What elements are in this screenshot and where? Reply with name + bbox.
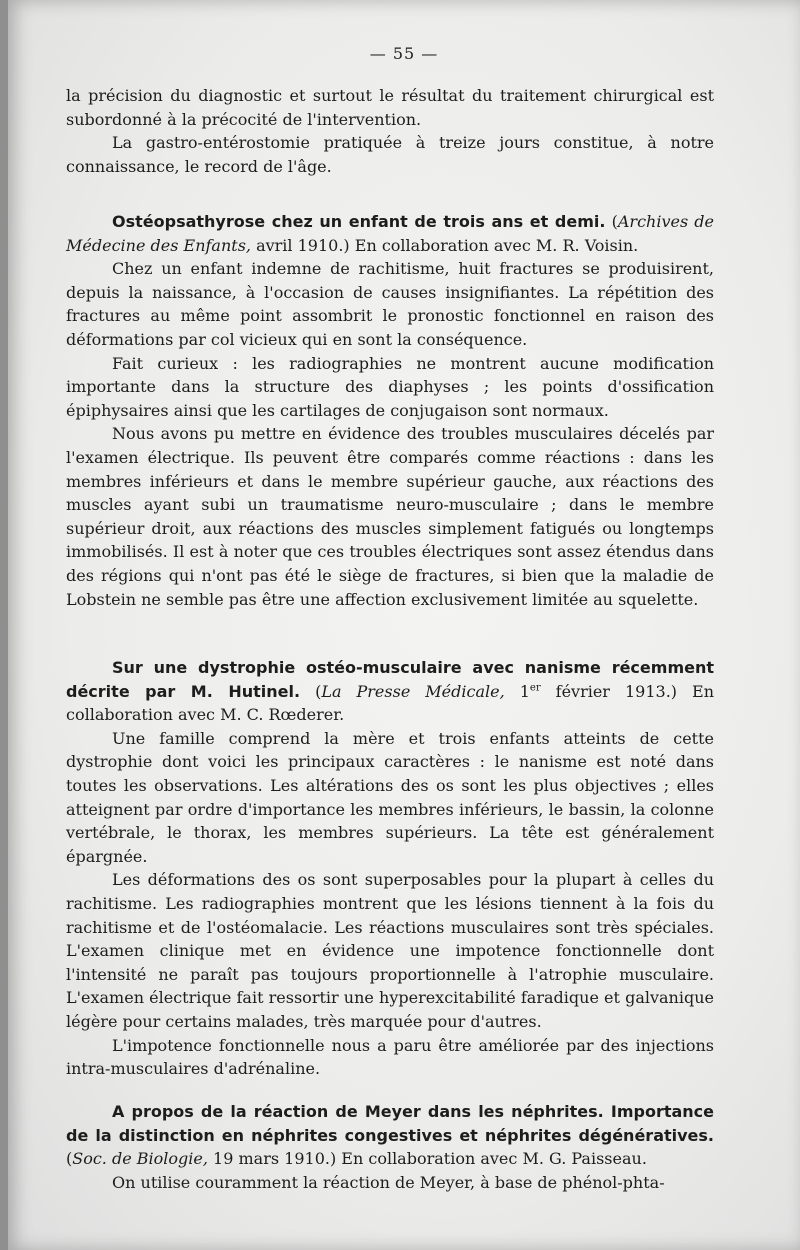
- journal-source: Soc. de Biologie,: [72, 1149, 208, 1169]
- body-paragraph: Nous avons pu mettre en évidence des troubles musculaires décelés par l'examen électrique. Ils peuvent être comparés comme réactions : dans les membres inférieurs et dans le membre supérieur gauche, aux réactions des muscles ayant subi un traumatisme neuro-musculaire ; dans le membre supérieur droit, aux réactions des muscles simplement fatigués ou longtemps immobilisés. Il est à noter que ces troubles électriques sont assez étendus dans des régions qui n'ont pas été le siège de fractures, si bien que la maladie de Lobstein ne semble pas être une affection exclusivement limitée au squelette.: [66, 424, 714, 609]
- body-paragraph: Fait curieux : les radiographies ne montrent aucune modification importante dans la structure des diaphyses ; les points d'ossification épiphysaires ainsi que les cartilages de conjugaison sont normaux.: [66, 353, 714, 420]
- section-heading: Sur une dystrophie ostéo-musculaire avec nanisme récemment décrite par M. Hutinel. (La Presse Médicale, 1er février 1913.) En collaboration avec M. C. Rœderer.: [66, 658, 715, 725]
- section-heading: A propos de la réaction de Meyer dans les néphrites. Importance de la distinction en néphrites congestives et néphrites dégénératives. (Soc. de Biologie, 19 mars 1910.) En collaboration avec M. G. Paisseau.: [66, 1102, 714, 1169]
- section-meyer: [66, 1100, 714, 1194]
- journal-source: Archives de Médecine des Enfants,: [66, 212, 715, 255]
- section-heading: Ostéopsathyrose chez un enfant de trois ans et demi. (Archives de Médecine des Enfants, avril 1910.) En collaboration avec M. R. Voisin.: [66, 212, 715, 255]
- journal-source: La Presse Médicale,: [321, 681, 505, 701]
- document-page: [8, 0, 800, 1250]
- date-collaboration: 19 mars 1910.) En collaboration avec M. G. Paisseau.: [213, 1149, 647, 1169]
- section-osteopsathyrose: [66, 210, 714, 611]
- section-dystrophie: [66, 656, 714, 1081]
- body-paragraph: Chez un enfant indemne de rachitisme, huit fractures se produisirent, depuis la naissance, à l'occasion de causes insignifiantes. La répétition des fractures au même point assombrit le pronostic fonctionnel en raison des déformations par col vicieux qui en sont la conséquence.: [66, 259, 714, 349]
- intro-paragraph: La gastro-entérostomie pratiquée à treize jours constitue, à notre connaissance, le record de l'âge.: [66, 133, 714, 176]
- page-number: — 55 —: [369, 44, 439, 63]
- section-title: A propos de la réaction de Meyer dans les néphrites. Importance de la distinction en néphrites congestives et néphrites dégénératives.: [66, 1102, 714, 1145]
- body-paragraph: Une famille comprend la mère et trois enfants atteints de cette dystrophie dont voici les principaux caractères : le nanisme est noté dans toutes les observations. Les altérations des os sont les plus objectives ; elles atteignent par ordre d'importance les membres inférieurs, le bassin, la colonne vertébrale, le thorax, les membres supérieurs. La tête est généralement épargnée.: [66, 728, 714, 866]
- intro-paragraph: la précision du diagnostic et surtout le résultat du traitement chirurgical est subordonné à la précocité de l'intervention.: [66, 86, 714, 129]
- date-collaboration: avril 1910.) En collaboration avec M. R. Voisin.: [256, 235, 639, 255]
- body-paragraph: On utilise couramment la réaction de Meyer, à base de phénol-phta-: [112, 1172, 665, 1192]
- section-title: Ostéopsathyrose chez un enfant de trois ans et demi.: [112, 212, 606, 231]
- date-collaboration: février 1913.) En collaboration avec M. C. Rœderer.: [66, 681, 715, 725]
- section-title: Sur une dystrophie ostéo-musculaire avec nanisme récemment décrite par M. Hutinel.: [66, 658, 714, 701]
- body-paragraph: Les déformations des os sont superposables pour la plupart à celles du rachitisme. Les radiographies montrent que les lésions tiennent à la fois du rachitisme et de l'ostéomalacie. Les réactions musculaires sont très spéciales. L'examen clinique met en évidence une impotence fonctionnelle dont l'intensité ne paraît pas toujours proportionnelle à l'atrophie musculaire. L'examen électrique fait ressortir une hyperexcitabilité faradique et galvanique légère pour certains malades, très marquée pour d'autres.: [66, 870, 714, 1031]
- body-paragraph: L'impotence fonctionnelle nous a paru être améliorée par des injections intra-musculaires d'adrénaline.: [66, 1035, 714, 1079]
- intro-block: [66, 84, 714, 178]
